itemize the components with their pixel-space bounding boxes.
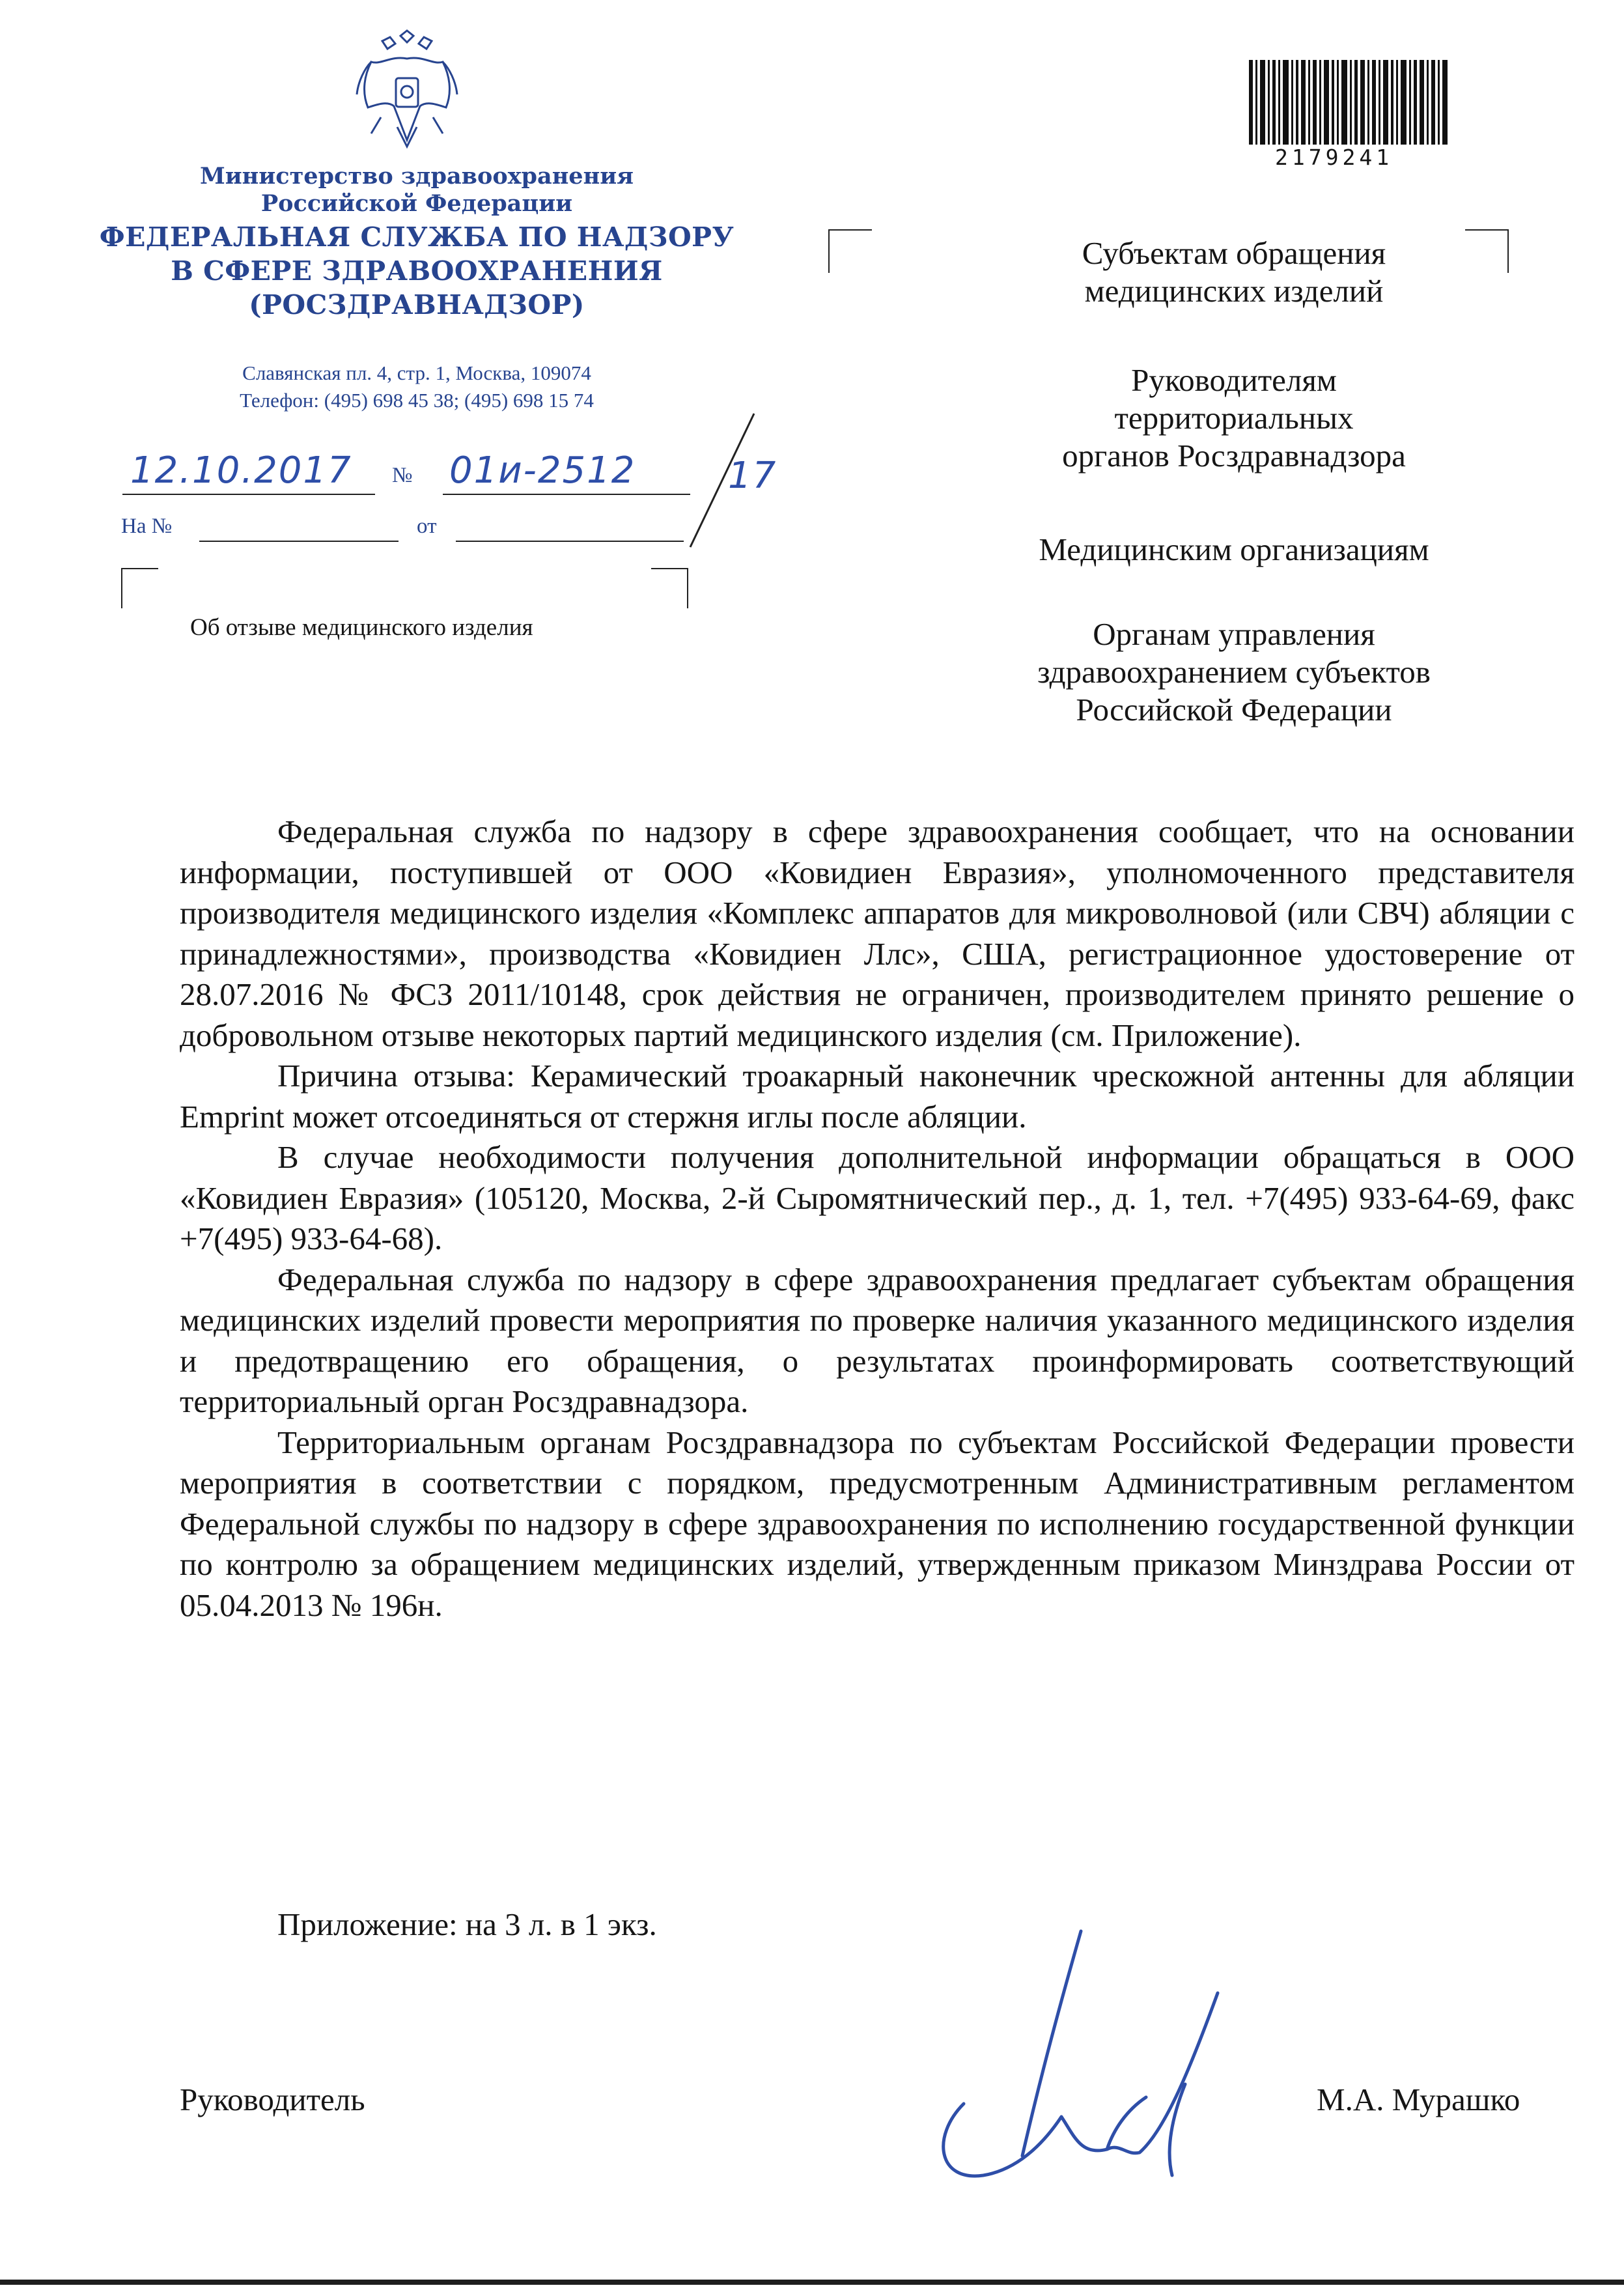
number-sign: № <box>392 464 413 487</box>
ministry-name <box>104 163 729 218</box>
ministry-line-1: Министерство здравоохранения <box>199 163 634 190</box>
barcode-number: 2179241 <box>1275 145 1393 170</box>
signatory-name: М.А. Мурашко <box>1317 2082 1520 2117</box>
number-underline <box>443 494 690 495</box>
appendix-note: Приложение: на 3 л. в 1 экз. <box>277 1906 657 1942</box>
addressee-line: Органам управления <box>1093 616 1375 652</box>
ministry-line-2: Российской Федерации <box>260 190 573 217</box>
reply-label: На № <box>121 515 173 538</box>
from-label: от <box>417 515 437 538</box>
service-contacts <box>98 360 736 414</box>
addressee-block-4 <box>951 615 1517 729</box>
page-bottom-edge <box>0 2280 1624 2285</box>
service-line-2: В СФЕРЕ ЗДРАВООХРАНЕНИЯ <box>171 255 663 287</box>
service-line-1: ФЕДЕРАЛЬНАЯ СЛУЖБА ПО НАДЗОРУ <box>99 221 735 253</box>
addressee-line: Руководителям <box>1131 362 1337 398</box>
body-paragraph-3: В случае необходимости получения дополнительной информации обращаться в ООО «Ковидиен Евразия» (105120, Москва, 2-й Сыромятнический пер., д. 1, тел. +7(495) 933-64-69, факс +7(495) 933-64-68). <box>180 1139 1575 1256</box>
date-underline <box>122 494 375 495</box>
subject-line: Об отзыве медицинского изделия <box>190 614 533 641</box>
body-paragraph-5: Территориальным органам Росздравнадзора по субъектам Российской Федерации провести мероприятия в соответствии с порядком, предусмотренным Административным регламентом Федеральной службы по надзору в сфере здравоохранения по исполнению государственной функции по контролю за обращением медицинских изделий, утвержденным приказом Минздрава России от 05.04.2013 № 196н. <box>180 1424 1575 1623</box>
from-underline <box>456 541 684 542</box>
addressee-block-3 <box>951 531 1517 569</box>
addressee-line: медицинских изделий <box>1084 273 1384 309</box>
subject-corner-left <box>121 568 158 608</box>
addressee-line: органов Росздравнадзора <box>1062 438 1406 474</box>
addressee-line: Субъектам обращения <box>1082 235 1386 271</box>
subject-corner-right <box>651 568 688 608</box>
letter-body <box>180 812 1575 1626</box>
body-paragraph-1: Федеральная служба по надзору в сфере здравоохранения сообщает, что на основании информации, поступившей от ООО «Ковидиен Евразия», уполномоченного представителя производителя медицинского изделия «Комплекс аппаратов для микроволновой (или СВЧ) абляции с принадлежностями», производства «Ковидиен Ллс», США, регистрационное удостоверение от 28.07.2016 № ФСЗ 2011/10148, срок действия не ограничен, производителем принято решение о добровольном отзыве некоторых партий медицинского изделия (см. Приложение). <box>180 813 1575 1053</box>
addressee-line: территориальных <box>1114 400 1354 436</box>
service-name <box>98 220 736 322</box>
addressee-line: Медицинским организациям <box>1039 531 1429 567</box>
document-date: 12.10.2017 <box>130 449 352 492</box>
number-slash <box>677 410 762 554</box>
document-number: 01и-2512 <box>449 449 636 492</box>
addressee-line: Российской Федерации <box>1076 692 1392 728</box>
body-paragraph-2: Причина отзыва: Керамический троакарный наконечник чрескожной антенны для абляции Emprint может отсоединяться от стержня иглы после абляции. <box>180 1058 1575 1135</box>
coat-of-arms-icon <box>352 29 462 150</box>
reply-underline <box>199 541 399 542</box>
addressee-line: здравоохранением субъектов <box>1037 654 1431 690</box>
body-paragraph-4: Федеральная служба по надзору в сфере здравоохранения предлагает субъектам обращения медицинских изделий провести мероприятия по проверке наличия указанного медицинского изделия и предотвращению его обращения, о результатах проинформировать соответствующий территориальный орган Росздравнадзора. <box>180 1261 1575 1419</box>
signature-icon <box>912 1921 1250 2195</box>
service-line-3: (РОСЗДРАВНАДЗОР) <box>249 289 585 320</box>
service-address: Славянская пл. 4, стр. 1, Москва, 109074 <box>242 361 591 384</box>
addressee-corner-left <box>828 229 872 273</box>
addressee-block-2 <box>951 361 1517 475</box>
signatory-role: Руководитель <box>180 2082 365 2117</box>
service-phone: Телефон: (495) 698 45 38; (495) 698 15 74 <box>240 389 594 412</box>
addressee-block-1 <box>951 234 1517 310</box>
barcode-icon <box>1249 60 1451 145</box>
document-number-suffix: 17 <box>728 455 777 497</box>
